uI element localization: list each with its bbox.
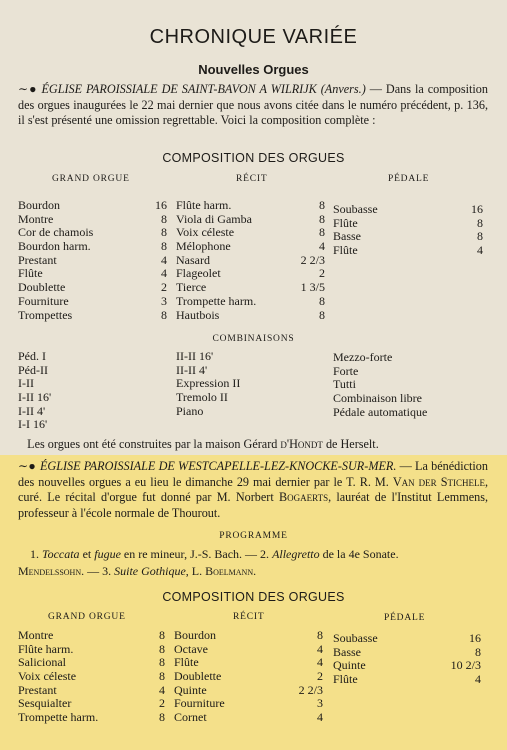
section1-combi-title: COMBINAISONS xyxy=(212,334,295,344)
section2-program xyxy=(30,547,490,563)
stop-size: 2 2/3 xyxy=(300,252,325,267)
section1-col-recit: RÉCIT xyxy=(236,174,268,184)
section2-col-grand: GRAND ORGUE xyxy=(48,612,126,622)
stop-row xyxy=(18,294,167,308)
stop-name: Pédale automatique xyxy=(333,404,428,419)
stop-row xyxy=(18,253,167,267)
stop-row xyxy=(174,710,323,724)
stop-name: Trompette harm. xyxy=(18,710,99,725)
prog-item: Mendelssohn. — 3. xyxy=(18,564,112,578)
stop-name: Doublette xyxy=(174,669,222,684)
stop-name: Nasard xyxy=(176,252,210,267)
stop-row xyxy=(176,266,325,280)
stop-name: Quinte xyxy=(174,682,207,697)
stop-name: Montre xyxy=(18,211,54,226)
stop-row xyxy=(176,239,325,253)
stop-size: 8 xyxy=(159,641,165,656)
stop-row xyxy=(18,198,167,212)
stop-row xyxy=(333,672,481,686)
stop-name: Trompette harm. xyxy=(176,293,257,308)
stop-name: Quinte xyxy=(333,658,366,673)
section2-col-pedale: PÉDALE xyxy=(384,613,426,623)
stop-row xyxy=(18,266,167,280)
prog-item: 1. xyxy=(30,547,39,561)
stop-row xyxy=(176,376,326,390)
stop-size: 8 xyxy=(159,669,165,684)
stop-row xyxy=(176,253,325,267)
stop-size: 4 xyxy=(159,682,165,697)
stop-row xyxy=(174,655,323,669)
section2-pedale-list xyxy=(333,631,481,686)
section2-comp-title: COMPOSITION DES ORGUES xyxy=(162,590,345,604)
section1-col-grand: GRAND ORGUE xyxy=(52,174,130,184)
stop-size: 4 xyxy=(161,252,167,267)
stop-row xyxy=(333,645,481,659)
stop-row xyxy=(176,294,325,308)
section1-col-pedale: PÉDALE xyxy=(388,174,430,184)
stop-name: Mélophone xyxy=(176,239,231,254)
stop-name: Soubasse xyxy=(333,631,378,645)
stop-size: 16 xyxy=(469,631,481,645)
stop-row xyxy=(18,280,167,294)
section1-combi-col3 xyxy=(333,350,493,418)
stop-size: 2 xyxy=(159,696,165,711)
stop-size: 4 xyxy=(161,266,167,281)
section1-intro xyxy=(18,82,488,129)
stop-name: Péd. I xyxy=(18,349,46,363)
stop-name: Flûte xyxy=(333,215,358,230)
stop-row xyxy=(333,405,493,419)
swash-ornament-icon: ∼● xyxy=(18,82,38,96)
stop-size: 2 xyxy=(161,280,167,295)
section1-combi-col2 xyxy=(176,349,326,417)
stop-size: 8 xyxy=(475,644,481,659)
stop-size: 3 xyxy=(161,293,167,308)
section1-heading: ÉGLISE PAROISSIALE DE SAINT-BAVON A WILRIJK xyxy=(41,82,317,96)
stop-row xyxy=(18,390,158,404)
stop-row xyxy=(174,628,323,642)
stop-size: 4 xyxy=(475,672,481,687)
stop-row xyxy=(176,198,325,212)
stop-row xyxy=(18,308,167,322)
stop-name: Tierce xyxy=(176,280,207,295)
section1-footer-post: de Herselt. xyxy=(325,437,379,451)
stop-size: 8 xyxy=(319,198,325,212)
stop-row xyxy=(18,669,165,683)
stop-name: Montre xyxy=(18,628,54,642)
stop-row xyxy=(176,280,325,294)
stop-row xyxy=(18,417,158,431)
stop-name: Basse xyxy=(333,644,361,659)
stop-size: 2 2/3 xyxy=(298,682,323,697)
stop-size: 8 xyxy=(159,655,165,670)
stop-size: 8 xyxy=(161,225,167,240)
stop-size: 8 xyxy=(319,211,325,226)
stop-row xyxy=(174,669,323,683)
stop-size: 8 xyxy=(159,628,165,642)
stop-size: 16 xyxy=(471,202,483,216)
page-subtitle: Nouvelles Orgues xyxy=(198,62,309,77)
stop-row xyxy=(174,683,323,697)
stop-name: Flûte xyxy=(333,672,358,687)
stop-row xyxy=(333,631,481,645)
section1-body: — Dans la composition des orgues inaugurées le 22 mai dernier que nous avons citée dans le numéro précédent, p. 136, il s'est présenté une omission regrettable. Voici la composition complète : xyxy=(18,82,488,127)
section2-grand-list xyxy=(18,628,165,724)
stop-size: 8 xyxy=(319,307,325,322)
prog-item: Allegretto xyxy=(272,547,320,561)
stop-row xyxy=(333,350,493,364)
stop-size: 2 xyxy=(319,266,325,281)
swash-ornament-icon: ∼● xyxy=(18,459,36,473)
stop-size: 8 xyxy=(319,293,325,308)
stop-name: Flûte xyxy=(333,243,358,258)
stop-name: I-II 16' xyxy=(18,390,52,405)
section1-grand-list xyxy=(18,198,167,321)
stop-name: Doublette xyxy=(18,280,66,295)
stop-size: 4 xyxy=(319,239,325,254)
stop-name: Voix céleste xyxy=(18,669,77,684)
stop-row xyxy=(18,683,165,697)
stop-name: Flageolet xyxy=(176,266,221,281)
stop-name: II-II 4' xyxy=(176,362,208,377)
section2-intro xyxy=(18,459,488,521)
stop-size: 8 xyxy=(477,229,483,244)
stop-name: I-II 4' xyxy=(18,403,46,418)
stop-row xyxy=(176,404,326,418)
stop-name: Bourdon xyxy=(174,628,216,642)
stop-name: Octave xyxy=(174,641,208,656)
stop-name: Soubasse xyxy=(333,202,378,216)
stop-name: Combinaison libre xyxy=(333,391,422,406)
section1-footer-text: Les orgues ont été construites par la maison Gérard xyxy=(27,437,278,451)
stop-row xyxy=(176,349,326,363)
stop-size: 1 3/5 xyxy=(300,280,325,295)
stop-name: Cor de chamois xyxy=(18,225,94,240)
stop-size: 3 xyxy=(317,696,323,711)
section2-prog-title: PROGRAMME xyxy=(219,531,288,541)
stop-row xyxy=(333,202,483,216)
stop-name: Tremolo II xyxy=(176,390,228,405)
prog-item: fugue xyxy=(94,547,121,561)
stop-name: Péd-II xyxy=(18,362,48,377)
stop-size: 2 xyxy=(317,669,323,684)
stop-name: Flûte harm. xyxy=(18,641,74,656)
stop-size: 4 xyxy=(317,641,323,656)
section2-body1: — La bénédiction des nouvelles orgues a eu lieu le dimanche 29 mai dernier par le T. R. M. xyxy=(18,459,488,489)
section1-footer xyxy=(18,437,488,453)
stop-name: Bourdon xyxy=(18,198,60,212)
stop-name: Tutti xyxy=(333,377,356,392)
stop-row xyxy=(176,363,326,377)
stop-row xyxy=(176,225,325,239)
stop-row xyxy=(18,628,165,642)
stop-size: 8 xyxy=(161,307,167,322)
stop-row xyxy=(333,377,493,391)
prog-item: en re mineur, J.-S. Bach. — 2. xyxy=(123,547,270,561)
stop-row xyxy=(176,308,325,322)
stop-size: 4 xyxy=(477,243,483,258)
section1-combi-col1 xyxy=(18,349,158,431)
stop-row xyxy=(18,363,158,377)
section2-name1: Van der Stichele xyxy=(392,474,485,489)
stop-name: Expression II xyxy=(176,376,241,391)
section1-place: (Anvers.) xyxy=(320,82,366,96)
stop-name: I-I 16' xyxy=(18,417,48,432)
stop-size: 8 xyxy=(161,211,167,226)
stop-row xyxy=(18,212,167,226)
stop-name: Basse xyxy=(333,229,361,244)
section1-pedale-list xyxy=(333,202,483,257)
stop-row xyxy=(176,390,326,404)
stop-name: Voix céleste xyxy=(176,225,235,240)
stop-row xyxy=(18,349,158,363)
stop-row xyxy=(333,658,481,672)
stop-size: 16 xyxy=(155,198,167,212)
stop-name: Hautbois xyxy=(176,307,220,322)
section2-name2: Bogaerts xyxy=(279,490,329,504)
stop-name: Piano xyxy=(176,403,204,418)
stop-row xyxy=(333,391,493,405)
stop-row xyxy=(18,696,165,710)
stop-size: 8 xyxy=(477,215,483,230)
stop-size: 4 xyxy=(317,710,323,725)
stop-size: 8 xyxy=(317,628,323,642)
stop-row xyxy=(174,642,323,656)
stop-row xyxy=(333,243,483,257)
stop-size: 4 xyxy=(317,655,323,670)
stop-row xyxy=(18,655,165,669)
stop-row xyxy=(18,642,165,656)
stop-name: Flûte harm. xyxy=(176,198,232,212)
stop-row xyxy=(18,225,167,239)
section2-body3: , lauréat de l'Institut Lemmens, professeur à l'école normale de Thourout. xyxy=(18,490,488,520)
stop-name: Trompettes xyxy=(18,307,73,322)
stop-name: Prestant xyxy=(18,252,57,267)
stop-name: I-II xyxy=(18,376,34,391)
prog-item: et xyxy=(82,547,92,561)
stop-size: 8 xyxy=(159,710,165,725)
stop-name: Fourniture xyxy=(18,293,69,308)
prog-item: Toccata xyxy=(42,547,80,561)
stop-name: II-II 16' xyxy=(176,349,214,363)
stop-name: Prestant xyxy=(18,682,57,697)
page-title: CHRONIQUE VARIÉE xyxy=(149,26,358,48)
prog-item: Suite Gothique xyxy=(114,564,186,578)
stop-row xyxy=(333,364,493,378)
stop-name: Fourniture xyxy=(174,696,225,711)
section2-recit-list xyxy=(174,628,323,724)
stop-name: Flûte xyxy=(174,655,199,670)
stop-row xyxy=(333,216,483,230)
section1-footer-name: d'Hondt xyxy=(280,437,323,451)
stop-size: 10 2/3 xyxy=(450,658,481,673)
section2-program-line2 xyxy=(18,564,256,580)
stop-name: Bourdon harm. xyxy=(18,239,91,254)
section2-body2: , curé. Le récital d'orgue fut donné par M. Norbert xyxy=(18,474,489,504)
section2-col-recit: RÉCIT xyxy=(233,612,265,622)
stop-row xyxy=(18,239,167,253)
stop-name: Salicional xyxy=(18,655,66,670)
stop-row xyxy=(18,376,158,390)
stop-size: 8 xyxy=(161,239,167,254)
stop-name: Mezzo-forte xyxy=(333,350,393,364)
section1-comp-title: COMPOSITION DES ORGUES xyxy=(162,151,345,165)
section1-recit-list xyxy=(176,198,325,321)
stop-row xyxy=(176,212,325,226)
stop-name: Viola di Gamba xyxy=(176,211,252,226)
stop-row xyxy=(18,710,165,724)
stop-size: 8 xyxy=(319,225,325,240)
stop-row xyxy=(333,229,483,243)
prog-item: , L. Boelmann. xyxy=(185,564,257,578)
section2-heading: ÉGLISE PAROISSIALE DE WESTCAPELLE-LEZ-KNOCKE-SUR-MER. xyxy=(39,459,397,473)
stop-name: Flûte xyxy=(18,266,43,281)
prog-item: de la 4e Sonate. xyxy=(322,547,399,561)
stop-name: Forte xyxy=(333,363,359,378)
stop-name: Cornet xyxy=(174,710,207,725)
stop-row xyxy=(18,404,158,418)
stop-row xyxy=(174,696,323,710)
stop-name: Sesquialter xyxy=(18,696,72,711)
